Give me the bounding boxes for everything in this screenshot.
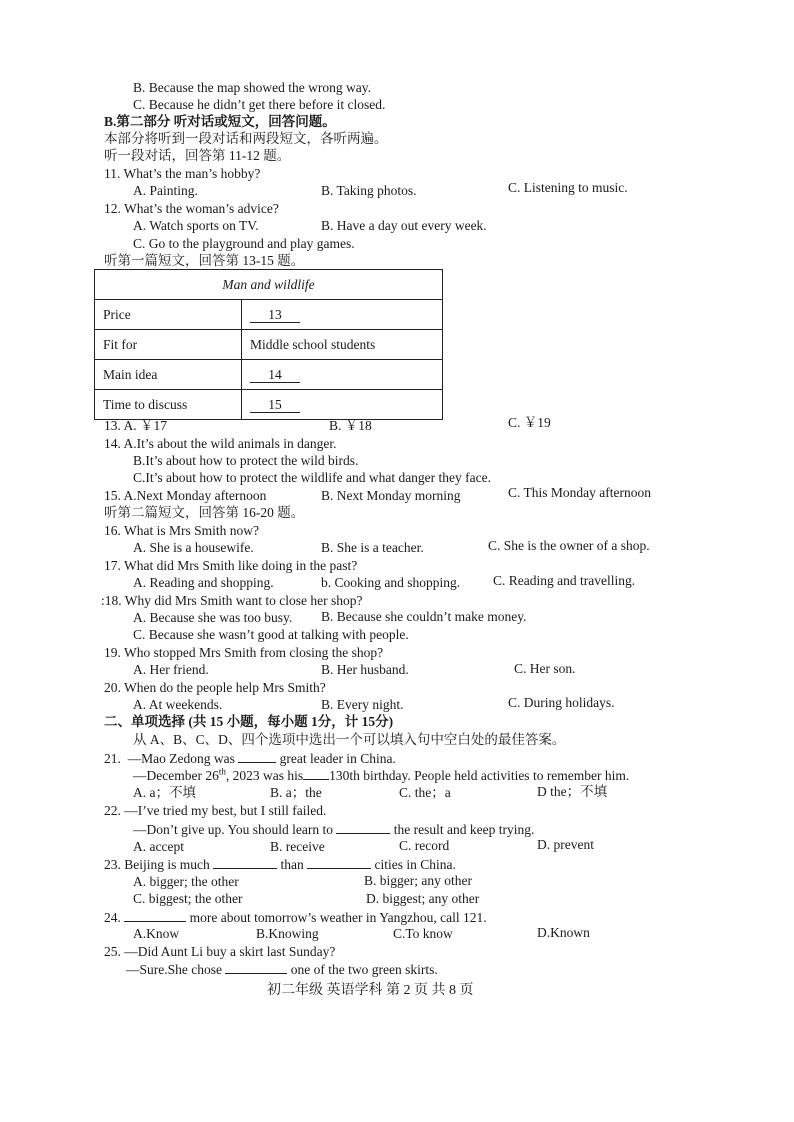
q20-option-c: C. During holidays. <box>508 695 615 710</box>
passage2-intro: 听第二篇短文，回答第 16-20 题。 <box>104 505 305 520</box>
q15-option-c: C. This Monday afternoon <box>508 485 651 500</box>
table-label: Main idea <box>95 360 242 390</box>
q21-option-c: C. the；a <box>399 785 451 800</box>
q21-option-d: D the；不填 <box>537 784 608 799</box>
q24-option-d: D.Known <box>537 925 590 940</box>
table-row <box>95 360 443 390</box>
q16-option-a: A. She is a housewife. <box>133 540 254 555</box>
q18-option-c: C. Because she wasn’t good at talking with people. <box>133 627 409 642</box>
q23-option-d: D. biggest; any other <box>366 891 480 906</box>
answer-blank <box>124 909 186 922</box>
q20-option-b: B. Every night. <box>321 697 404 712</box>
q17-option-c: C. Reading and travelling. <box>493 573 636 588</box>
q11-option-b: B. Taking photos. <box>321 183 417 198</box>
q18-stem: :18. Why did Mrs Smith want to close her shop? <box>101 593 363 608</box>
q15-option-a: 15. A.Next Monday afternoon <box>104 488 267 503</box>
answer-blank <box>213 856 277 869</box>
q16-stem: 16. What is Mrs Smith now? <box>104 523 259 538</box>
q11-stem: 11. What’s the man’s hobby? <box>104 166 261 181</box>
table-value: Middle school students <box>242 330 443 360</box>
table-title: Man and wildlife <box>95 270 443 300</box>
passage1-intro: 听第一篇短文，回答第 13-15 题。 <box>104 253 305 268</box>
answer-blank <box>238 750 276 763</box>
q14-option-b: B.It’s about how to protect the wild birds. <box>133 453 359 468</box>
q21-option-a: A. a；不填 <box>133 785 196 800</box>
q17-option-b: b. Cooking and shopping. <box>321 575 461 590</box>
answer-blank-13: 13 <box>250 308 300 323</box>
q21-line2: —December 26th, 2023 was his 130th birthday. People held activities to remember him. <box>133 766 630 783</box>
q19-stem: 19. Who stopped Mrs Smith from closing the shop? <box>104 645 384 660</box>
q24-stem: 24. more about tomorrow’s weather in Yangzhou, call 121. <box>104 910 487 925</box>
q19-option-a: A. Her friend. <box>133 662 209 677</box>
table-label: Fit for <box>95 330 242 360</box>
q19-option-b: B. Her husband. <box>321 662 409 677</box>
wildlife-info-table <box>94 269 443 420</box>
q12-option-a: A. Watch sports on TV. <box>133 218 259 233</box>
q10-option-c: C. Because he didn’t get there before it closed. <box>133 97 386 112</box>
q14-option-a: 14. A.It’s about the wild animals in danger. <box>104 436 337 451</box>
table-row <box>95 390 443 420</box>
q22-line2: —Don’t give up. You should learn to the result and keep trying. <box>133 822 535 837</box>
q19-option-c: C. Her son. <box>514 661 576 676</box>
q23-option-b: B. bigger; any other <box>364 873 472 888</box>
answer-blank-15: 15 <box>250 398 300 413</box>
q18-option-a: A. Because she was too busy. <box>133 610 293 625</box>
q24-option-c: C.To know <box>393 926 453 941</box>
q11-option-c: C. Listening to music. <box>508 180 628 195</box>
q22-option-d: D. prevent <box>537 837 594 852</box>
q21-line1: 21. —Mao Zedong was great leader in China. <box>104 751 396 766</box>
table-label: Time to discuss <box>95 390 242 420</box>
q24-option-a: A.Know <box>133 926 180 941</box>
q17-stem: 17. What did Mrs Smith like doing in the past? <box>104 558 358 573</box>
answer-blank <box>336 821 390 834</box>
answer-blank-14: 14 <box>250 368 300 383</box>
q22-option-a: A. accept <box>133 839 184 854</box>
part2-description: 本部分将听到一段对话和两段短文，各听两遍。 <box>104 131 388 146</box>
part2-title: B.第二部分 听对话或短文，回答问题。 <box>104 114 336 129</box>
q13-option-c: C. ￥19 <box>508 415 551 430</box>
q12-option-b: B. Have a day out every week. <box>321 218 487 233</box>
q13-option-a: 13. A. ￥17 <box>104 418 168 433</box>
q23-stem: 23. Beijing is much than cities in China. <box>104 857 456 872</box>
answer-blank <box>303 767 329 780</box>
answer-blank <box>225 961 287 974</box>
q15-option-b: B. Next Monday morning <box>321 488 461 503</box>
page-footer: 初二年级 英语学科 第 2 页 共 8 页 <box>267 983 474 998</box>
q17-option-a: A. Reading and shopping. <box>133 575 274 590</box>
table-label: Price <box>95 300 242 330</box>
q23-option-c: C. biggest; the other <box>133 891 243 906</box>
q11-option-a: A. Painting. <box>133 183 198 198</box>
q14-option-c: C.It’s about how to protect the wildlife and what danger they face. <box>133 470 492 485</box>
q25-line1: 25. —Did Aunt Li buy a skirt last Sunday? <box>104 944 336 959</box>
q23-option-a: A. bigger; the other <box>133 874 239 889</box>
q22-option-c: C. record <box>399 838 450 853</box>
q13-option-b: B. ￥18 <box>329 418 372 433</box>
section2-title: 二、单项选择 (共 15 小题，每小题 1分，计 15分) <box>104 714 394 729</box>
q22-line1: 22. —I’ve tried my best, but I still failed. <box>104 803 327 818</box>
table-row <box>95 330 443 360</box>
q18-option-b: B. Because she couldn’t make money. <box>321 609 527 624</box>
dialog-intro: 听一段对话，回答第 11-12 题。 <box>104 148 291 163</box>
q16-option-c: C. She is the owner of a shop. <box>488 538 650 553</box>
table-row <box>95 300 443 330</box>
answer-blank <box>307 856 371 869</box>
q20-option-a: A. At weekends. <box>133 697 223 712</box>
q25-line2: —Sure.She chose one of the two green skirts. <box>126 962 438 977</box>
q16-option-b: B. She is a teacher. <box>321 540 424 555</box>
q24-option-b: B.Knowing <box>256 926 319 941</box>
section2-description: 从 A、B、C、D、四个选项中选出一个可以填入句中空白处的最佳答案。 <box>133 732 566 747</box>
q21-option-b: B. a；the <box>270 785 322 800</box>
q10-option-b: B. Because the map showed the wrong way. <box>133 80 371 95</box>
q12-option-c: C. Go to the playground and play games. <box>133 236 355 251</box>
q22-option-b: B. receive <box>270 839 325 854</box>
q20-stem: 20. When do the people help Mrs Smith? <box>104 680 326 695</box>
q12-stem: 12. What’s the woman’s advice? <box>104 201 279 216</box>
